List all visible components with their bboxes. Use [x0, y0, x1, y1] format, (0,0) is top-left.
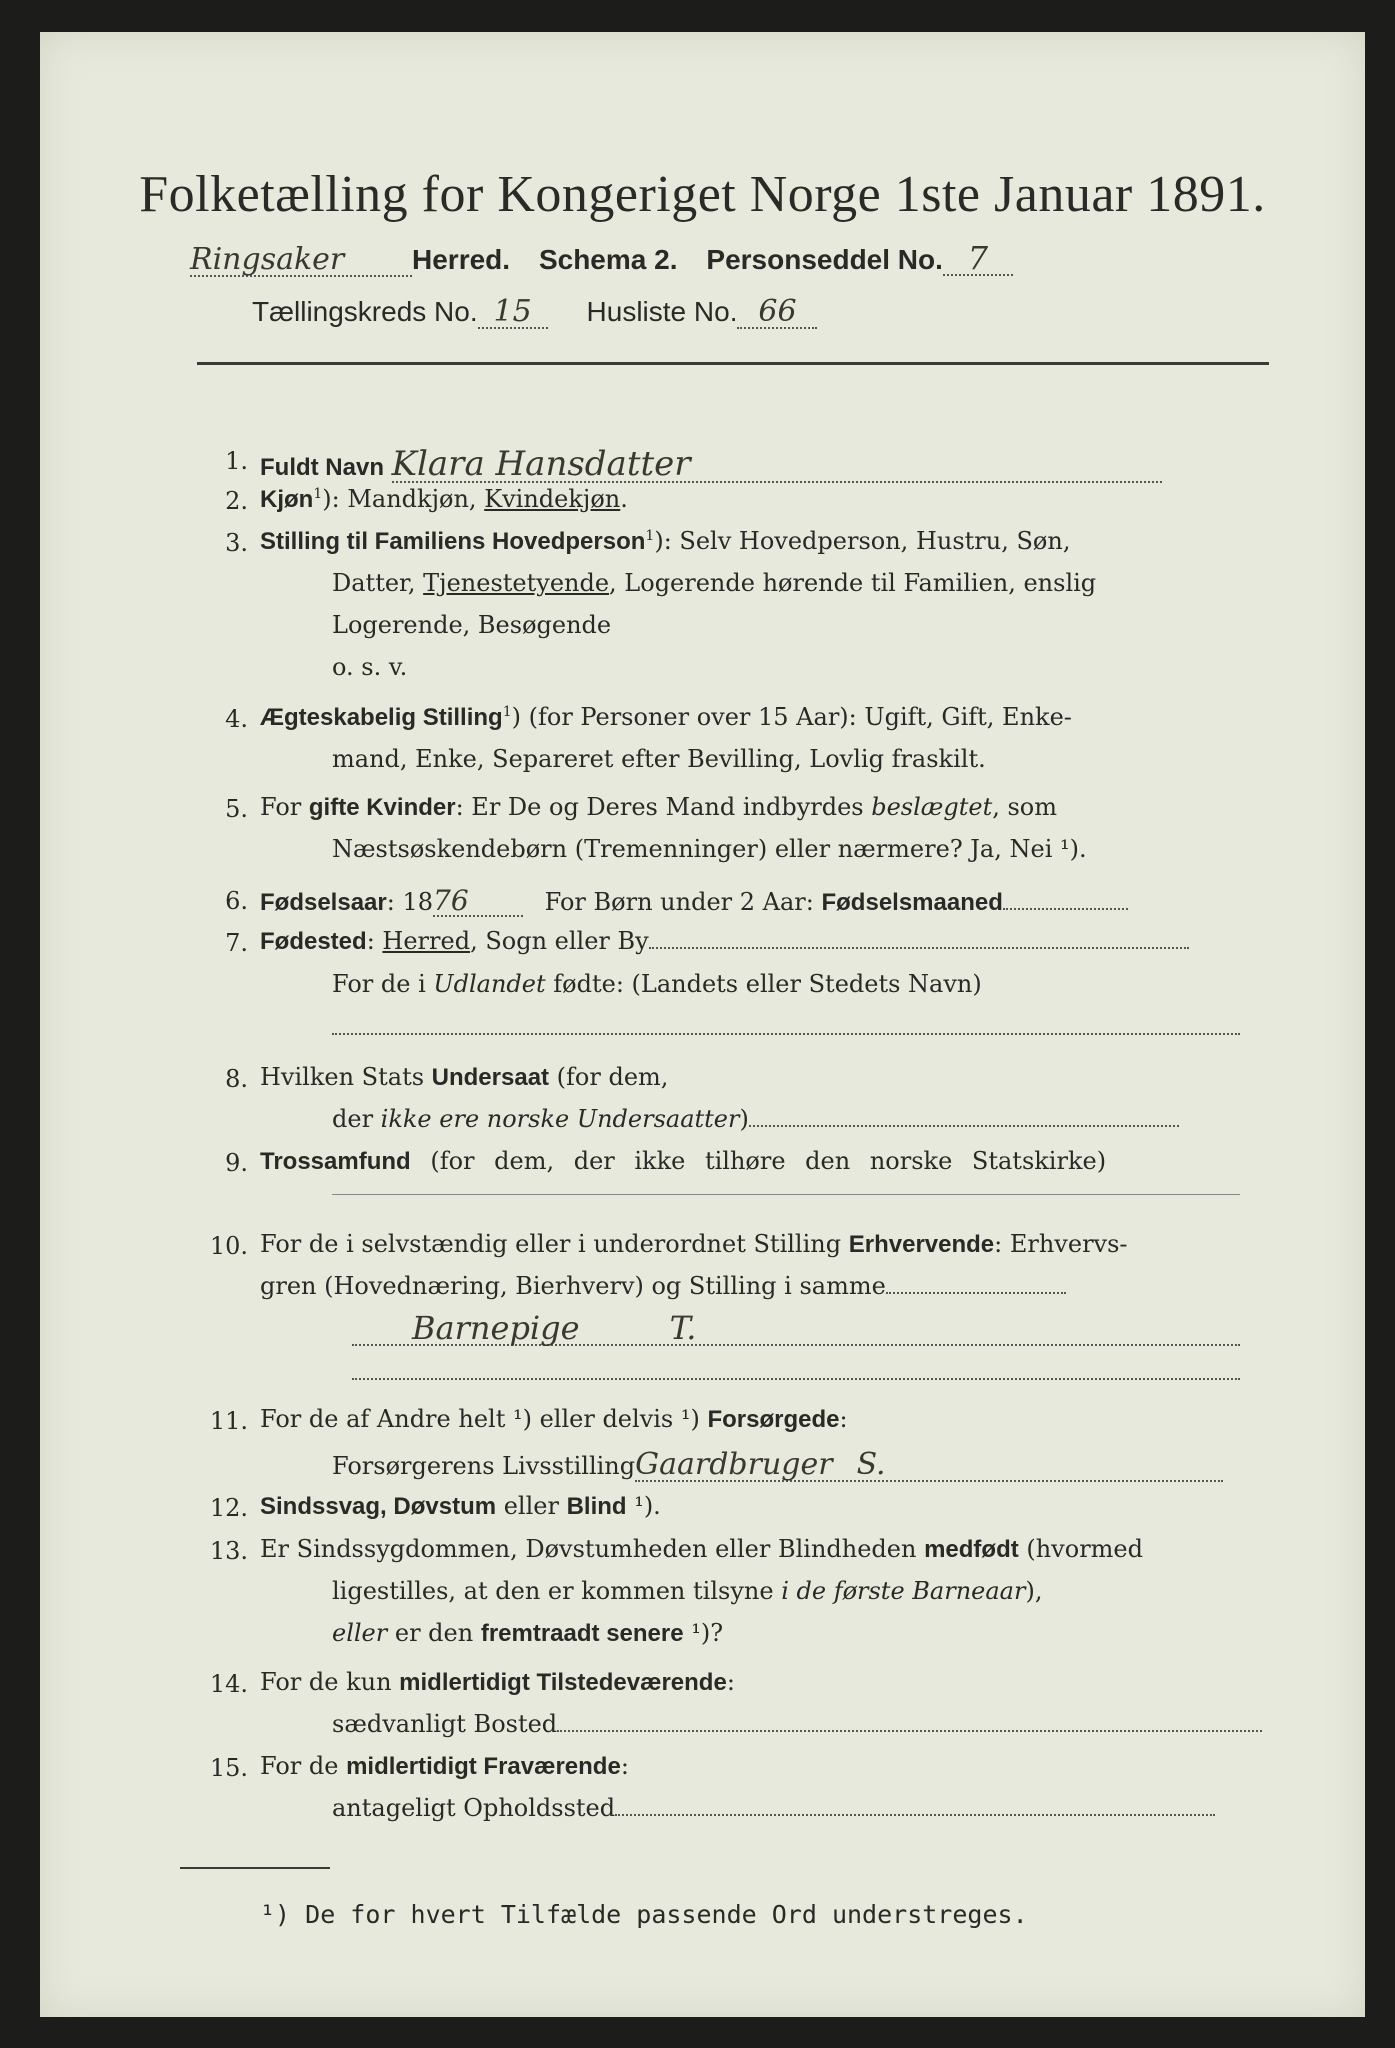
q5-text-a: For — [260, 793, 309, 821]
q4-number: 4. — [225, 705, 248, 733]
q8-undersaat: Undersaat — [431, 1064, 550, 1091]
footnote: ¹) De for hvert Tilfælde passende Ord understreges. — [260, 1900, 1028, 1929]
q13-line1 — [260, 1537, 1143, 1562]
q8-l1c: (for dem, — [549, 1063, 669, 1091]
q5-gifte-kvinder: gifte Kvinder — [308, 794, 456, 821]
q10-line3 — [352, 1309, 1240, 1347]
q4-line1: Ægteskabelig Stilling$^1$) (for Personer over 15 Aar): Ugift, Gift, Enke- — [260, 703, 1072, 731]
q14-tilstedevaerende: midlertidigt Tilstedeværende — [399, 1669, 727, 1696]
q7-udlandet: Udlandet — [433, 970, 546, 998]
q15-l1c: : — [620, 1752, 629, 1780]
census-form — [40, 32, 1365, 2017]
q14-l1a: For de kun — [260, 1668, 400, 1696]
q12-d: ¹). — [626, 1492, 661, 1520]
q7-a: : — [366, 927, 383, 955]
q11-l1c: : — [839, 1405, 848, 1433]
q5-line1 — [260, 795, 1057, 820]
q12-a: Sindssvag, Døvstum — [260, 1493, 497, 1520]
q15-line2 — [332, 1796, 1215, 1820]
q11-l1a: For de af Andre helt ¹) eller delvis ¹) — [260, 1405, 708, 1433]
q10-l1a: For de i selvstændig eller i underordnet Stilling — [260, 1230, 849, 1258]
q10-l2: gren (Hovednæring, Bierhverv) og Stilling i samme — [260, 1272, 886, 1300]
q8-ikke-norske: ikke ere norske Undersaatter — [380, 1105, 740, 1133]
q14-l2: sædvanligt Bosted — [332, 1710, 558, 1738]
q5-text-e: , som — [992, 793, 1057, 821]
husliste-value: 66 — [737, 297, 817, 329]
q13-medfodt: medfødt — [924, 1536, 1019, 1563]
q7-line2 — [332, 972, 982, 996]
form-title: Folketælling for Kongeriget Norge 1ste Januar 1891. — [139, 166, 1266, 223]
q3-text2a: Datter, — [332, 569, 424, 597]
q15-l2: antageligt Opholdssted — [332, 1794, 616, 1822]
q3-line3: Logerende, Besøgende — [332, 611, 612, 639]
q6-line — [260, 884, 1128, 917]
q3-text1: ): Selv Hovedperson, Hustru, Søn, — [654, 527, 1071, 555]
q7-blank — [332, 1015, 1240, 1039]
q15-l1a: For de — [260, 1752, 347, 1780]
q13-l2c: ), — [1025, 1577, 1043, 1605]
q3-label: Stilling til Familiens Hovedperson — [260, 528, 646, 555]
q6-fodselsmaaned: Fødselsmaaned — [821, 889, 1003, 916]
q10-erhvervende: Erhvervende — [848, 1231, 995, 1258]
q1-line — [260, 444, 1162, 484]
q9-label: Trossamfund — [260, 1148, 411, 1175]
q5-line2: Næstsøskendebørn (Tremenninger) eller nærmere? Ja, Nei ¹). — [332, 835, 1087, 863]
schema-label: Schema 2. — [538, 244, 678, 275]
q2-text-a: ): Mandkjøn, — [322, 485, 485, 513]
q13-l3b: er den — [387, 1619, 481, 1647]
q2-line: Kjøn$^1$): Mandkjøn, Kvindekjøn. — [260, 485, 628, 513]
q3-text2c: , Logerende hørende til Familien, enslig — [609, 569, 1097, 597]
q13-l1a: Er Sindssygdommen, Døvstumheden eller Blindheden — [260, 1535, 925, 1563]
q12-line — [260, 1494, 661, 1519]
q4-line2: mand, Enke, Separeret efter Bevilling, Lovlig fraskilt. — [332, 745, 986, 773]
q10-line2 — [260, 1274, 1066, 1298]
q7-l2a: For de i — [332, 970, 434, 998]
q7-c: , Sogn eller By — [470, 927, 649, 955]
q13-l2a: ligestilles, at den er kommen tilsyne — [332, 1577, 782, 1605]
q10-occupation: Barnepige — [412, 1309, 580, 1347]
header-rule — [197, 362, 1269, 365]
q11-line1 — [260, 1407, 848, 1432]
q10-l1c: : Erhvervs- — [994, 1230, 1128, 1258]
q14-line1 — [260, 1670, 735, 1695]
q4-text1: ) (for Personer over 15 Aar): Ugift, Gift, Enke- — [511, 703, 1072, 731]
q3-line1: Stilling til Familiens Hovedperson$^1$): Selv Hovedperson, Hustru, Søn, — [260, 527, 1071, 555]
herred-label: Herred. — [412, 244, 511, 275]
kreds-line — [252, 294, 817, 329]
q2-text-c: . — [620, 485, 628, 513]
personseddel-label: Personseddel No. — [706, 244, 943, 275]
q14-line2 — [332, 1712, 1262, 1736]
q15-number: 15. — [209, 1754, 248, 1782]
q7-line1 — [260, 929, 1189, 954]
kreds-value: 15 — [478, 297, 548, 329]
q8-l2c: ) — [739, 1105, 749, 1133]
q8-line1 — [260, 1065, 668, 1090]
kreds-label: Tællingskreds No. — [252, 296, 478, 327]
q11-mark: S. — [856, 1447, 886, 1482]
q3-line2 — [332, 571, 1096, 595]
q7-l2c: fødte: (Landets eller Stedets Navn) — [545, 970, 982, 998]
q7-number: 7. — [225, 929, 248, 957]
q8-l2a: der — [332, 1105, 381, 1133]
personseddel-value: 7 — [943, 242, 1013, 276]
q4-label: Ægteskabelig Stilling — [260, 704, 503, 731]
q8-number: 8. — [225, 1065, 248, 1093]
q6-prefix: : 18 — [386, 888, 433, 916]
herred-value: Ringsaker — [190, 245, 412, 277]
q2-kvindekjon: Kvindekjøn — [484, 485, 621, 513]
q15-fravaerende: midlertidigt Fraværende — [346, 1753, 621, 1780]
q1-value: Klara Hansdatter — [392, 447, 1162, 483]
q13-senere: fremtraadt senere — [480, 1620, 684, 1647]
q13-l1c: (hvormed — [1018, 1535, 1143, 1563]
q11-l2: Forsørgerens Livsstilling — [332, 1452, 636, 1480]
q1-number: 1. — [225, 447, 248, 475]
q12-number: 12. — [209, 1494, 248, 1522]
q7-herred: Herred — [382, 927, 471, 955]
q6-label: Fødselsaar — [260, 889, 387, 916]
q2-label: Kjøn — [260, 486, 314, 513]
q9-rule — [332, 1194, 1240, 1195]
q15-line1 — [260, 1754, 629, 1779]
q13-l3d: ¹)? — [683, 1619, 724, 1647]
q5-beslaegtet: beslægtet — [871, 793, 993, 821]
q14-l1c: : — [726, 1668, 735, 1696]
q3-tjenestetyende: Tjenestetyende — [423, 569, 610, 597]
q13-line3 — [332, 1621, 723, 1646]
q7-label: Fødested — [260, 928, 367, 955]
q11-occupation: Gaardbruger — [635, 1447, 833, 1482]
footnote-rule — [180, 1867, 330, 1869]
q9-text: (for dem, der ikke tilhøre den norske Statskirke) — [410, 1147, 1107, 1175]
q13-line2 — [332, 1579, 1042, 1603]
husliste-label: Husliste No. — [586, 296, 738, 327]
q10-line1 — [260, 1232, 1128, 1257]
q3-line4: o. s. v. — [332, 653, 408, 681]
q1-label: Fuldt Navn — [260, 454, 384, 481]
q8-line2 — [332, 1107, 1179, 1131]
q13-number: 13. — [209, 1537, 248, 1565]
q9-number: 9. — [225, 1149, 248, 1177]
q6-text2: For Børn under 2 Aar: — [544, 888, 822, 916]
q8-l1a: Hvilken Stats — [260, 1063, 432, 1091]
q6-year-value: 76 — [433, 887, 523, 917]
q12-blind: Blind — [566, 1493, 627, 1520]
q9-line — [260, 1149, 1106, 1174]
q13-barneaar: i de første Barneaar — [781, 1577, 1026, 1605]
q10-number: 10. — [209, 1232, 248, 1260]
q10-value — [352, 1309, 1240, 1347]
q14-number: 14. — [209, 1670, 248, 1698]
q10-mark: T. — [669, 1309, 697, 1347]
q11-number: 11. — [209, 1407, 248, 1435]
q11-value — [635, 1447, 1223, 1482]
q2-number: 2. — [225, 487, 248, 515]
q5-text-c: : Er De og Deres Mand indbyrdes — [455, 793, 872, 821]
q13-eller: eller — [332, 1619, 388, 1647]
herred-line — [190, 239, 1013, 277]
q11-line2 — [332, 1447, 1223, 1482]
q12-b: eller — [496, 1492, 567, 1520]
q11-forsorgede: Forsørgede — [707, 1406, 840, 1433]
q5-number: 5. — [225, 795, 248, 823]
q3-number: 3. — [225, 529, 248, 557]
q10-blank — [352, 1360, 1240, 1384]
q6-number: 6. — [225, 887, 248, 915]
